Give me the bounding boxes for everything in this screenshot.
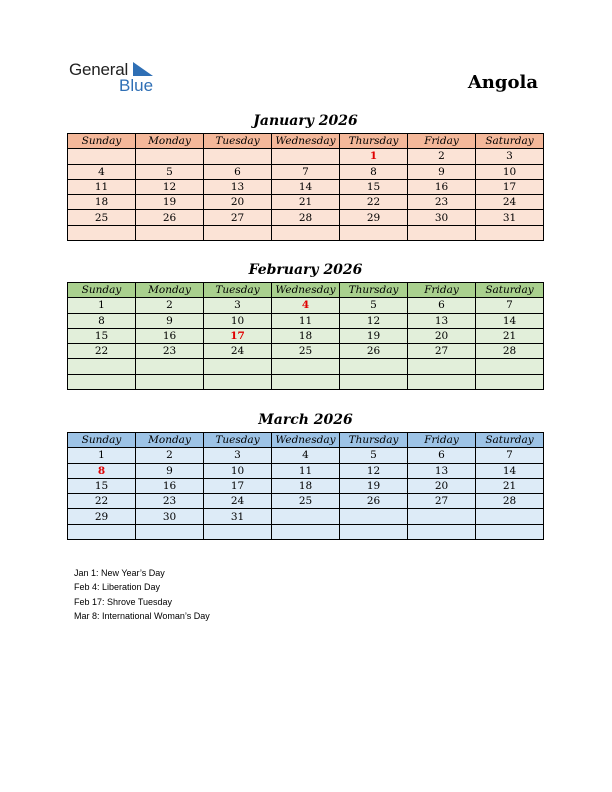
day-cell: 10 <box>204 313 272 328</box>
day-cell: 15 <box>68 328 136 343</box>
weekday-header-row <box>68 433 544 448</box>
day-cell: 12 <box>136 179 204 194</box>
holiday-item: Feb 17: Shrove Tuesday <box>74 596 173 607</box>
generalblue-logo <box>69 60 159 96</box>
day-cell: 21 <box>272 195 340 210</box>
day-cell: 14 <box>476 313 544 328</box>
day-cell: 12 <box>340 313 408 328</box>
day-cell: 20 <box>408 478 476 493</box>
weekday-header: Tuesday <box>204 433 272 448</box>
weekday-header: Thursday <box>340 134 408 149</box>
weekday-header: Monday <box>136 433 204 448</box>
empty-day-cell <box>204 225 272 240</box>
week-row <box>68 344 544 359</box>
empty-day-cell <box>340 509 408 524</box>
month-title-february: February 2026 <box>248 262 363 278</box>
day-cell: 23 <box>136 494 204 509</box>
week-row <box>68 298 544 313</box>
day-cell: 28 <box>272 210 340 225</box>
empty-day-cell <box>408 225 476 240</box>
week-row <box>68 210 544 225</box>
weekday-header-row <box>68 283 544 298</box>
day-cell: 27 <box>204 210 272 225</box>
day-cell: 22 <box>340 195 408 210</box>
empty-day-cell <box>136 359 204 374</box>
weekday-header: Friday <box>408 134 476 149</box>
day-cell: 3 <box>204 298 272 313</box>
weekday-header: Thursday <box>340 433 408 448</box>
empty-day-cell <box>272 225 340 240</box>
day-cell: 6 <box>408 298 476 313</box>
day-cell: 31 <box>476 210 544 225</box>
day-cell: 22 <box>68 494 136 509</box>
day-cell: 31 <box>204 509 272 524</box>
week-row <box>68 374 544 389</box>
day-cell: 2 <box>408 149 476 164</box>
day-cell: 17 <box>476 179 544 194</box>
empty-day-cell <box>68 149 136 164</box>
day-cell: 8 <box>68 313 136 328</box>
day-cell: 20 <box>408 328 476 343</box>
day-cell: 3 <box>204 448 272 463</box>
empty-day-cell <box>476 225 544 240</box>
day-cell: 12 <box>340 463 408 478</box>
day-cell: 9 <box>136 463 204 478</box>
day-cell: 18 <box>272 328 340 343</box>
logo-triangle-icon <box>133 62 153 76</box>
weekday-header: Sunday <box>68 283 136 298</box>
day-cell: 16 <box>136 478 204 493</box>
empty-day-cell <box>476 509 544 524</box>
empty-day-cell <box>136 374 204 389</box>
day-cell: 6 <box>408 448 476 463</box>
empty-day-cell <box>272 524 340 539</box>
week-row <box>68 328 544 343</box>
day-cell: 4 <box>68 164 136 179</box>
day-cell: 19 <box>136 195 204 210</box>
day-cell: 21 <box>476 478 544 493</box>
week-row <box>68 359 544 374</box>
weekday-header: Saturday <box>476 134 544 149</box>
day-cell: 24 <box>204 344 272 359</box>
holiday-day-cell: 17 <box>204 328 272 343</box>
empty-day-cell <box>136 524 204 539</box>
day-cell: 30 <box>136 509 204 524</box>
day-cell: 7 <box>476 448 544 463</box>
holiday-day-cell: 1 <box>340 149 408 164</box>
day-cell: 24 <box>476 195 544 210</box>
day-cell: 11 <box>272 463 340 478</box>
empty-day-cell <box>340 225 408 240</box>
holiday-item: Jan 1: New Year’s Day <box>74 568 165 578</box>
empty-day-cell <box>272 359 340 374</box>
weekday-header: Sunday <box>68 134 136 149</box>
day-cell: 28 <box>476 494 544 509</box>
weekday-header: Sunday <box>68 433 136 448</box>
week-row <box>68 225 544 240</box>
holiday-day-cell: 4 <box>272 298 340 313</box>
logo-text-blue: Blue <box>119 76 154 95</box>
day-cell: 8 <box>340 164 408 179</box>
day-cell: 22 <box>68 344 136 359</box>
day-cell: 4 <box>272 448 340 463</box>
day-cell: 13 <box>408 313 476 328</box>
day-cell: 27 <box>408 494 476 509</box>
empty-day-cell <box>204 359 272 374</box>
empty-day-cell <box>408 524 476 539</box>
day-cell: 24 <box>204 494 272 509</box>
week-row <box>68 195 544 210</box>
week-row <box>68 179 544 194</box>
week-row <box>68 149 544 164</box>
weekday-header: Wednesday <box>272 283 340 298</box>
day-cell: 16 <box>136 328 204 343</box>
weekday-header: Monday <box>136 283 204 298</box>
empty-day-cell <box>340 374 408 389</box>
day-cell: 23 <box>136 344 204 359</box>
day-cell: 13 <box>408 463 476 478</box>
day-cell: 23 <box>408 195 476 210</box>
day-cell: 15 <box>340 179 408 194</box>
day-cell: 25 <box>272 494 340 509</box>
empty-day-cell <box>68 225 136 240</box>
calendar-january <box>67 133 544 241</box>
weekday-header-row <box>68 134 544 149</box>
empty-day-cell <box>68 359 136 374</box>
empty-day-cell <box>272 149 340 164</box>
weekday-header: Saturday <box>476 433 544 448</box>
week-row <box>68 463 544 478</box>
day-cell: 14 <box>272 179 340 194</box>
day-cell: 30 <box>408 210 476 225</box>
day-cell: 19 <box>340 328 408 343</box>
day-cell: 5 <box>340 448 408 463</box>
day-cell: 13 <box>204 179 272 194</box>
month-title-january: January 2026 <box>253 113 358 129</box>
empty-day-cell <box>136 149 204 164</box>
day-cell: 29 <box>340 210 408 225</box>
empty-day-cell <box>408 374 476 389</box>
day-cell: 2 <box>136 448 204 463</box>
week-row <box>68 164 544 179</box>
calendar-march <box>67 432 544 540</box>
day-cell: 21 <box>476 328 544 343</box>
holiday-list <box>74 566 210 623</box>
day-cell: 7 <box>476 298 544 313</box>
month-title-march: March 2026 <box>258 412 353 428</box>
empty-day-cell <box>68 524 136 539</box>
week-row <box>68 509 544 524</box>
empty-day-cell <box>272 509 340 524</box>
day-cell: 27 <box>408 344 476 359</box>
holiday-item: Mar 8: International Woman’s Day <box>74 610 210 621</box>
empty-day-cell <box>408 509 476 524</box>
day-cell: 9 <box>136 313 204 328</box>
week-row <box>68 448 544 463</box>
day-cell: 18 <box>272 478 340 493</box>
empty-day-cell <box>408 359 476 374</box>
day-cell: 5 <box>136 164 204 179</box>
day-cell: 26 <box>340 494 408 509</box>
day-cell: 6 <box>204 164 272 179</box>
week-row <box>68 494 544 509</box>
weekday-header: Friday <box>408 433 476 448</box>
day-cell: 16 <box>408 179 476 194</box>
weekday-header: Monday <box>136 134 204 149</box>
calendar-february <box>67 282 544 390</box>
weekday-header: Wednesday <box>272 433 340 448</box>
day-cell: 17 <box>204 478 272 493</box>
holiday-item: Feb 4: Liberation Day <box>74 582 161 593</box>
weekday-header: Tuesday <box>204 283 272 298</box>
day-cell: 25 <box>68 210 136 225</box>
day-cell: 26 <box>136 210 204 225</box>
day-cell: 20 <box>204 195 272 210</box>
week-row <box>68 524 544 539</box>
empty-day-cell <box>204 524 272 539</box>
empty-day-cell <box>476 524 544 539</box>
empty-day-cell <box>340 524 408 539</box>
day-cell: 26 <box>340 344 408 359</box>
empty-day-cell <box>340 359 408 374</box>
day-cell: 15 <box>68 478 136 493</box>
weekday-header: Friday <box>408 283 476 298</box>
empty-day-cell <box>68 374 136 389</box>
empty-day-cell <box>204 149 272 164</box>
weekday-header: Saturday <box>476 283 544 298</box>
weekday-header: Thursday <box>340 283 408 298</box>
day-cell: 9 <box>408 164 476 179</box>
day-cell: 14 <box>476 463 544 478</box>
day-cell: 10 <box>476 164 544 179</box>
country-title: Angola <box>467 72 538 93</box>
day-cell: 11 <box>272 313 340 328</box>
logo-text-general: General <box>69 60 129 79</box>
empty-day-cell <box>272 374 340 389</box>
day-cell: 25 <box>272 344 340 359</box>
day-cell: 11 <box>68 179 136 194</box>
day-cell: 29 <box>68 509 136 524</box>
day-cell: 5 <box>340 298 408 313</box>
empty-day-cell <box>136 225 204 240</box>
empty-day-cell <box>476 359 544 374</box>
weekday-header: Tuesday <box>204 134 272 149</box>
empty-day-cell <box>204 374 272 389</box>
day-cell: 10 <box>204 463 272 478</box>
day-cell: 7 <box>272 164 340 179</box>
day-cell: 3 <box>476 149 544 164</box>
weekday-header: Wednesday <box>272 134 340 149</box>
day-cell: 1 <box>68 448 136 463</box>
day-cell: 2 <box>136 298 204 313</box>
holiday-day-cell: 8 <box>68 463 136 478</box>
day-cell: 19 <box>340 478 408 493</box>
day-cell: 28 <box>476 344 544 359</box>
day-cell: 1 <box>68 298 136 313</box>
week-row <box>68 313 544 328</box>
day-cell: 18 <box>68 195 136 210</box>
empty-day-cell <box>476 374 544 389</box>
week-row <box>68 478 544 493</box>
